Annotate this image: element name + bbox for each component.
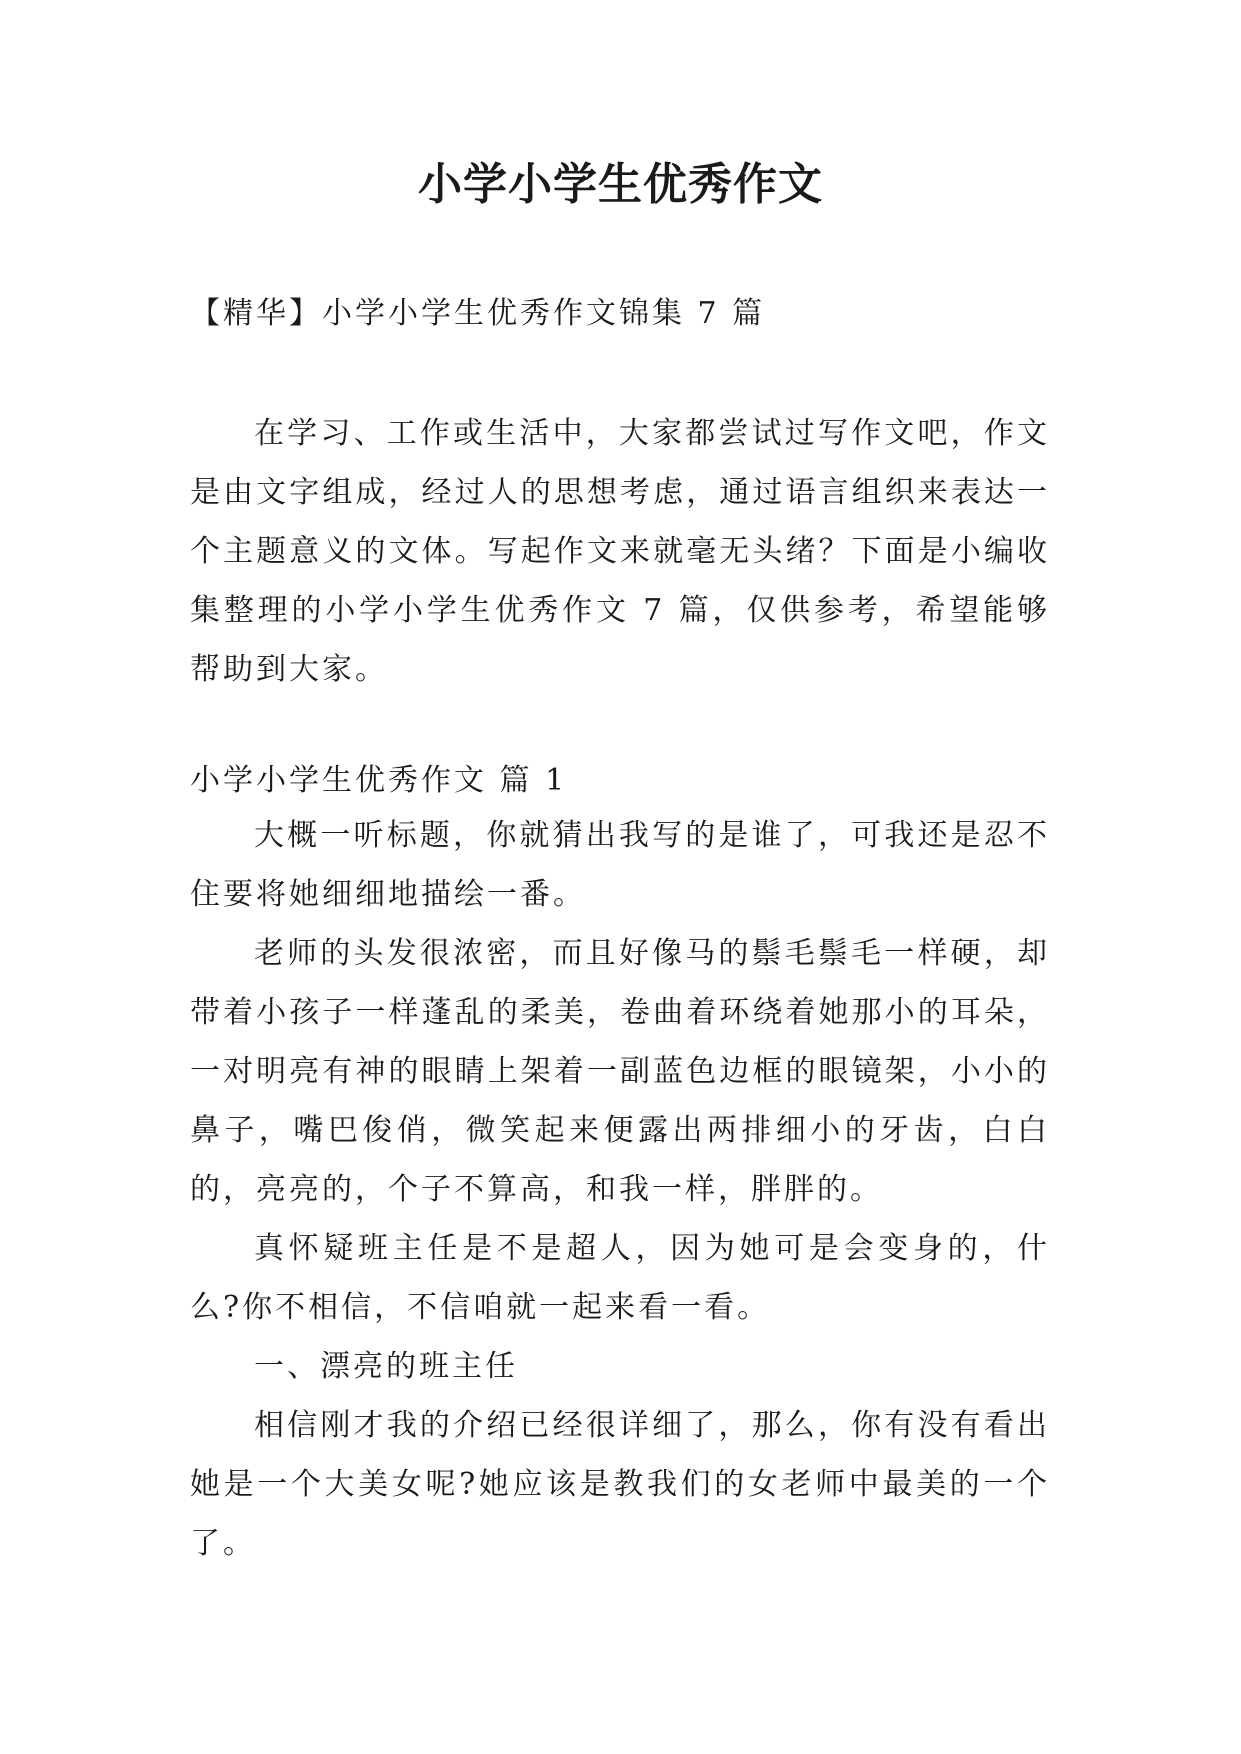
essay-paragraph: 老师的头发很浓密，而且好像马的鬃毛鬃毛一样硬，却带着小孩子一样蓬乱的柔美，卷曲着环绕着她那小的耳朵，一对明亮有神的眼睛上架着一副蓝色边框的眼镜架，小小的鼻子，嘴巴俊俏，微笑起来便露出两排细小的牙齿，白白的，亮亮的，个子不算高，和我一样，胖胖的。 [190, 936, 1050, 1207]
section-heading: 小学小学生优秀作文 篇 1 [190, 763, 568, 798]
intro-paragraph: 在学习、工作或生活中，大家都尝试过写作文吧，作文是由文字组成，经过人的思想考虑，通过语言组织来表达一个主题意义的文体。写起作文来就毫无头绪？下面是小编收集整理的小学小学生优秀作文 7 篇，仅供参考，希望能够帮助到大家。 [190, 416, 1050, 687]
essay-paragraph: 相信刚才我的介绍已经很详细了，那么，你有没有看出她是一个大美女呢?她应该是教我们的女老师中最美的一个了。 [190, 1408, 1050, 1561]
essay-body [190, 806, 1050, 1573]
essay-paragraph: 真怀疑班主任是不是超人，因为她可是会变身的，什么?你不相信，不信咱就一起来看一看。 [190, 1231, 1050, 1325]
essay-paragraph: 大概一听标题，你就猜出我写的是谁了，可我还是忍不住要将她细细地描绘一番。 [190, 818, 1050, 912]
document-title: 小学小学生优秀作文 [418, 159, 823, 210]
intro-block [190, 404, 1050, 699]
document-subtitle: 【精华】小学小学生优秀作文锦集 7 篇 [190, 296, 766, 331]
essay-subheading: 一、漂亮的班主任 [254, 1349, 518, 1384]
